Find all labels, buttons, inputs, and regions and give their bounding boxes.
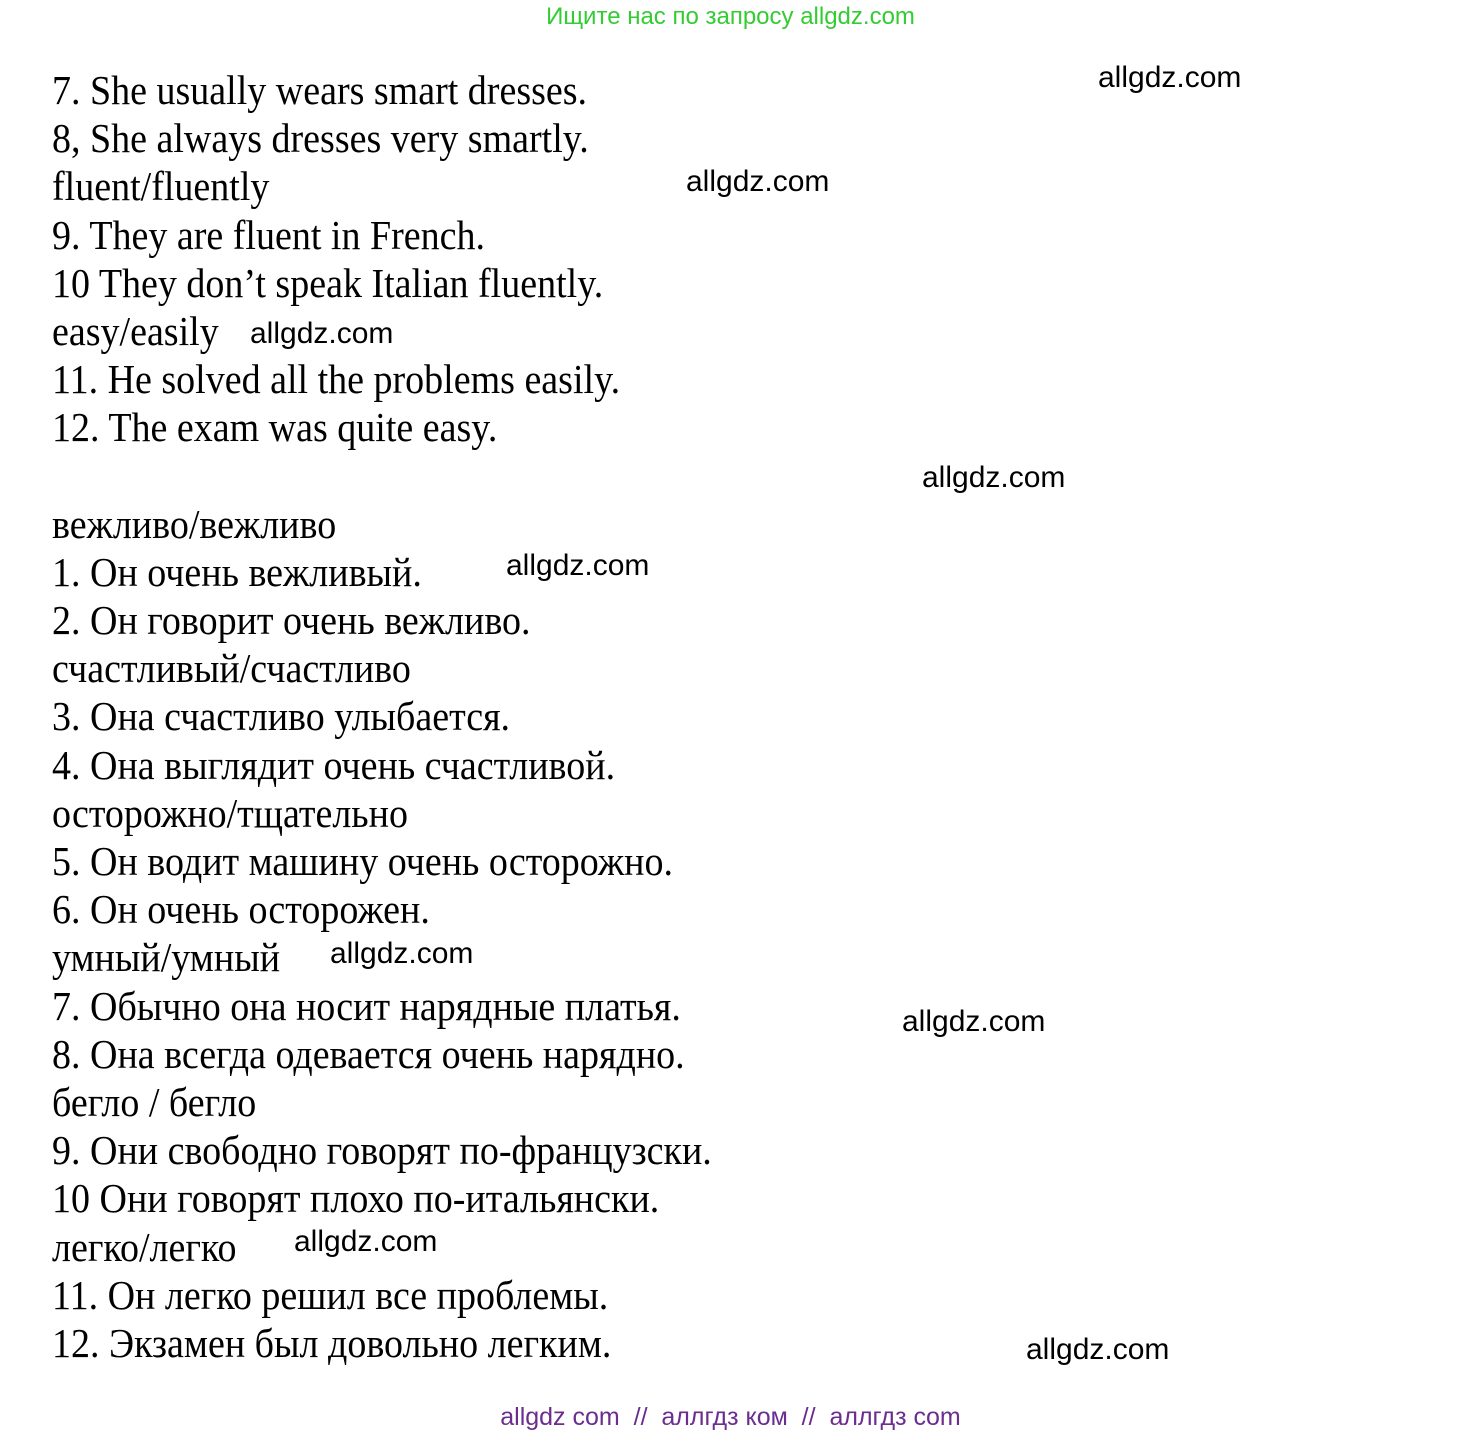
text-line: 7. Обычно она носит нарядные платья. xyxy=(52,983,681,1030)
text-line: 2. Он говорит очень вежливо. xyxy=(52,598,531,644)
word-pair-heading: easy/easily xyxy=(52,309,219,355)
watermark: allgdz.com xyxy=(294,1225,438,1258)
text-line: 8, She always dresses very smartly. xyxy=(52,116,589,162)
text-line: 4. Она выглядит очень счастливой. xyxy=(52,742,616,789)
text-line: 1. Он очень вежливый. xyxy=(52,550,422,596)
word-pair-heading: легко/легко xyxy=(52,1224,237,1271)
word-pair-heading: счастливый/счастливо xyxy=(52,646,411,692)
text-line: 9. Они свободно говорят по-французски. xyxy=(52,1128,712,1174)
watermark: allgdz.com xyxy=(686,165,830,198)
word-pair-heading: умный/умный xyxy=(52,935,281,982)
watermark: allgdz.com xyxy=(506,549,650,582)
text-line: 11. He solved all the problems easily. xyxy=(52,357,621,403)
text-line: 11. Он легко решил все проблемы. xyxy=(52,1273,609,1319)
watermark: allgdz.com xyxy=(1098,61,1242,94)
watermark: allgdz.com xyxy=(250,317,394,350)
word-pair-heading: осторожно/тщательно xyxy=(52,791,408,837)
watermark: allgdz.com xyxy=(1026,1333,1170,1366)
word-pair-heading: бегло / бегло xyxy=(52,1080,257,1126)
text-line: 3. Она счастливо улыбается. xyxy=(52,694,511,741)
watermark: allgdz.com xyxy=(330,937,474,970)
footer-watermark: allgdz com // аллгдз ком // аллгдз com xyxy=(500,1403,961,1431)
top-banner: Ищите нас по запросу allgdz.com xyxy=(546,3,915,30)
document-body xyxy=(52,67,712,1368)
word-pair-heading: вежливо/вежливо xyxy=(52,502,337,548)
text-line: 9. They are fluent in French. xyxy=(52,212,485,259)
text-line: 6. Он очень осторожен. xyxy=(52,887,430,933)
text-line: 7. She usually wears smart dresses. xyxy=(52,68,588,114)
text-line: 10 Они говорят плохо по-итальянски. xyxy=(52,1176,660,1222)
watermark: allgdz.com xyxy=(922,461,1066,494)
text-line: 8. Она всегда одевается очень нарядно. xyxy=(52,1032,685,1078)
text-line: 12. Экзамен был довольно легким. xyxy=(52,1321,612,1367)
watermark: allgdz.com xyxy=(902,1005,1046,1038)
blank-line xyxy=(52,453,712,501)
text-line: 10 They don’t speak Italian fluently. xyxy=(52,261,604,307)
text-line: 12. The exam was quite easy. xyxy=(52,405,498,451)
text-line: 5. Он водит машину очень осторожно. xyxy=(52,839,673,885)
word-pair-heading: fluent/fluently xyxy=(52,164,270,211)
